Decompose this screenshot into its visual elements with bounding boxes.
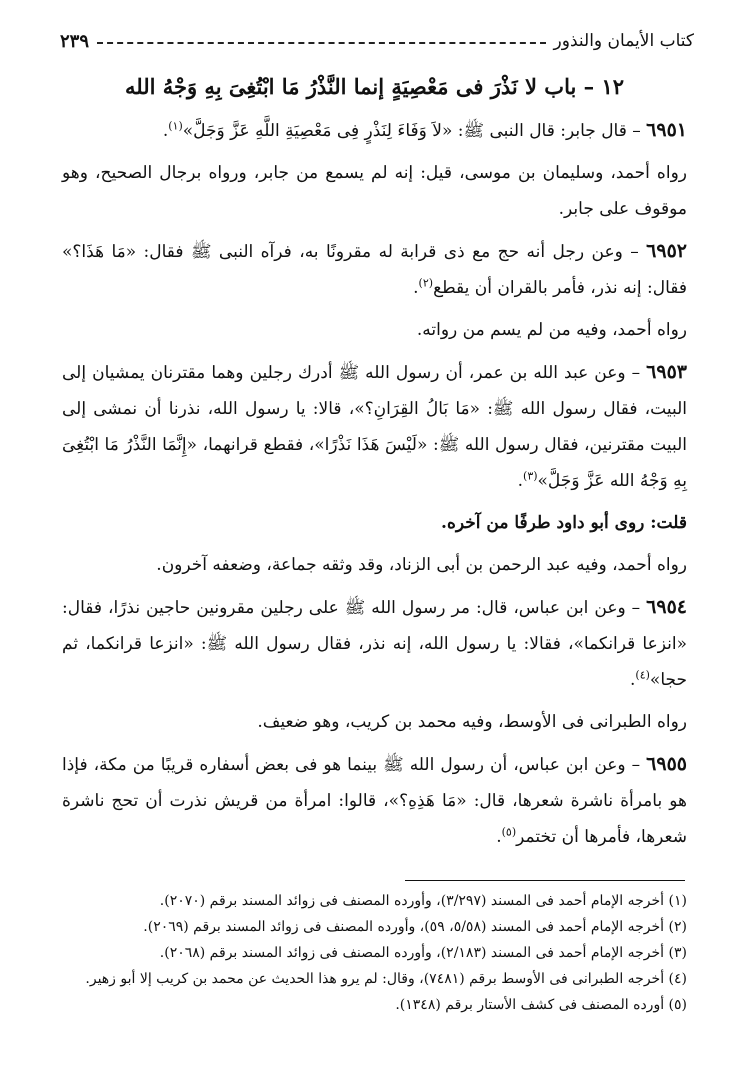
hadith-6951: ٦٩٥١ – قال جابر: قال النبى ﷺ: «لاَ وَفَاءَ لِنَذْرٍ فِى مَعْصِيَةِ اللَّهِ عَزَّ وَجَلَّ»$^{(١)}$. <box>162 119 687 141</box>
commentary <box>62 704 687 740</box>
footnote-2: (٢) أخرجه الإمام أحمد فى المسند (٥/٥٨، ٥٩)، وأورده المصنف فى زوائد المسند برقم (٢٠٦٩). <box>143 919 687 935</box>
note <box>62 505 687 541</box>
footnote-3: (٣) أخرجه الإمام أحمد فى المسند (٢/١٨٣)، وأورده المصنف فى زوائد المسند برقم (٢٠٦٨). <box>159 945 687 961</box>
running-header <box>60 26 694 56</box>
commentary-text: رواه الطبرانى فى الأوسط، وفيه محمد بن كريب، وهو ضعيف. <box>257 712 687 732</box>
hadith-text: – وعن رجل أنه حج مع ذى قرابة له مقرونًا به، فرآه النبى ﷺ فقال: «مَا هَذَا؟» فقال: إنه نذر، فأمر بالقران أن يقطع <box>62 242 687 298</box>
footnote-ref[interactable]: (٥) <box>501 825 517 839</box>
chapter-title: ١٢ – باب لا نَذْرَ فى مَعْصِيَةٍ إنما النَّذْرُ مَا ابْتُغِىَ بِهِ وَجْهُ الله <box>124 74 624 99</box>
footnote-4: (٤) أخرجه الطبرانى فى الأوسط برقم (٧٤٨١)، وقال: لم يرو هذا الحديث عن محمد بن كريب إلا أبو زهير. <box>85 971 687 987</box>
footnote-ref[interactable]: (١) <box>168 119 183 133</box>
footnotes <box>62 888 687 1018</box>
hadith-number: ٦٩٥٣ <box>646 361 687 383</box>
commentary <box>62 547 687 583</box>
hadith-6953: ٦٩٥٣ – وعن عبد الله بن عمر، أن رسول الله ﷺ أدرك رجلين وهما مقترنان يمشيان إلى البيت، فقال رسول الله ﷺ: «مَا بَالُ القِرَانِ؟»، قالا: يا رسول الله، نذرنا أن نمشى إلى البيت مقترنين، فقال رسول الله ﷺ: «لَيْسَ هَذَا نَذْرًا»، فقطع قرانهما، «إِنَّمَا النَّذْرُ مَا ابْتُغِىَ بِهِ وَجْهُ الله عَزَّ وَجَلَّ»$^{(٣)}$. <box>62 361 687 491</box>
commentary-text: رواه أحمد، وفيه من لم يسم من رواته. <box>416 320 687 340</box>
commentary-text: رواه أحمد، وسليمان بن موسى، قيل: إنه لم يسمع من جابر، ورواه برجال الصحيح، وهو موقوف على جابر. <box>62 163 687 219</box>
commentary <box>62 155 687 227</box>
note-text: قلت: روى أبو داود طرفًا من آخره. <box>441 513 687 533</box>
footnote-5: (٥) أورده المصنف فى كشف الأستار برقم (١٣٤٨). <box>395 997 687 1013</box>
header-title: كتاب الأيمان والنذور <box>553 31 694 51</box>
hadith-6952: ٦٩٥٢ – وعن رجل أنه حج مع ذى قرابة له مقرونًا به، فرآه النبى ﷺ فقال: «مَا هَذَا؟» فقال: إنه نذر، فأمر بالقران أن يقطع$^{(٢)}$. <box>62 240 687 298</box>
hadith-6954: ٦٩٥٤ – وعن ابن عباس، قال: مر رسول الله ﷺ على رجلين مقرونين حاجين نذرًا، فقال: «انزعا قرانكما»، فقالا: يا رسول الله، إنه نذر، فقال رسول الله ﷺ: «انزعا قرانكما، ثم حجا»$^{(٤)}$. <box>62 596 687 690</box>
page-number: ٢٣٩ <box>60 30 90 52</box>
hadith-number: ٦٩٥٥ <box>646 753 687 775</box>
commentary-text: رواه أحمد، وفيه عبد الرحمن بن أبى الزناد، وقد وثقه جماعة، وضعفه آخرون. <box>156 555 687 575</box>
main-text <box>62 112 687 861</box>
hadith-text: – وعن ابن عباس، أن رسول الله ﷺ بينما هو فى بعض أسفاره قريبًا من مكة، فإذا هو بامرأة ناشرة شعرها، قال: «مَا هَذِهِ؟»، قالوا: امرأة من قريش نذرت أن تحج ناشرة شعرها، فأمرها أن تختمر <box>62 755 687 847</box>
hadith-number: ٦٩٥٢ <box>646 240 687 262</box>
footnote-ref[interactable]: (٣) <box>523 469 538 483</box>
hadith-text: – قال جابر: قال النبى ﷺ: «لاَ وَفَاءَ لِنَذْرٍ فِى مَعْصِيَةِ اللَّهِ عَزَّ وَجَلَّ» <box>182 121 641 141</box>
footnote-1: (١) أخرجه الإمام أحمد فى المسند (٣/٢٩٧)، وأورده المصنف فى زوائد المسند برقم (٢٠٧٠). <box>159 893 687 909</box>
hadith-number: ٦٩٥٤ <box>646 596 687 618</box>
hadith-number: ٦٩٥١ <box>646 119 687 141</box>
footnote-ref[interactable]: (٢) <box>418 276 434 290</box>
footnote-ref[interactable]: (٤) <box>635 668 650 682</box>
hadith-text: – وعن عبد الله بن عمر، أن رسول الله ﷺ أدرك رجلين وهما مقترنان يمشيان إلى البيت، فقال رسول الله ﷺ: «مَا بَالُ القِرَانِ؟»، قالا: يا رسول الله، نذرنا أن نمشى إلى البيت مقترنين، فقال رسول الله ﷺ: «لَيْسَ هَذَا نَذْرًا»، فقطع قرانهما، «إِنَّمَا النَّذْرُ مَا ابْتُغِىَ بِهِ وَجْهُ الله عَزَّ وَجَلَّ» <box>62 363 687 491</box>
header-divider <box>97 42 546 44</box>
hadith-6955: ٦٩٥٥ – وعن ابن عباس، أن رسول الله ﷺ بينما هو فى بعض أسفاره قريبًا من مكة، فإذا هو بامرأة ناشرة شعرها، قال: «مَا هَذِهِ؟»، قالوا: امرأة من قريش نذرت أن تحج ناشرة شعرها، فأمرها أن تختمر$^{(٥)}$. <box>62 753 687 847</box>
footnote-separator <box>405 880 685 881</box>
commentary <box>62 312 687 348</box>
hadith-text: – وعن ابن عباس، قال: مر رسول الله ﷺ على رجلين مقرونين حاجين نذرًا، فقال: «انزعا قرانكما»، فقالا: يا رسول الله، إنه نذر، فقال رسول الله ﷺ: «انزعا قرانكما، ثم حجا» <box>62 598 687 690</box>
